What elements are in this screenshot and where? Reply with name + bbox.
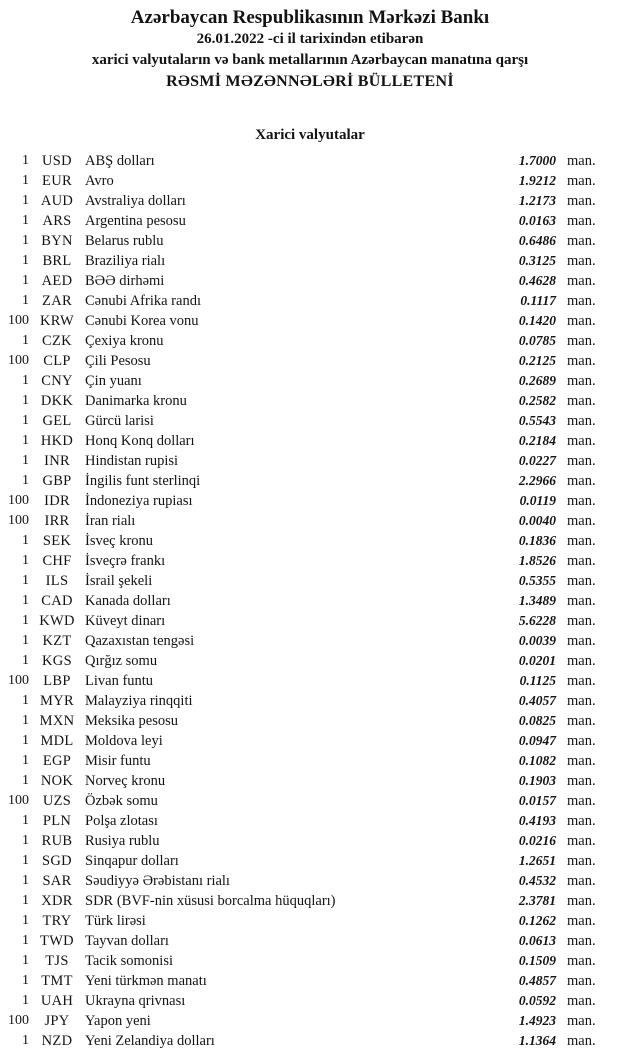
currency-code-cell: MXN [39, 712, 75, 729]
quantity-cell: 1 [22, 953, 29, 968]
quantity-cell: 1 [22, 593, 29, 608]
unit-cell: man. [567, 772, 596, 789]
quantity-cell: 1 [22, 213, 29, 228]
table-row [0, 871, 600, 891]
rate-cell: 0.2689 [518, 373, 556, 388]
currency-name-cell: Qazaxıstan tengəsi [85, 632, 195, 649]
quantity-cell: 1 [22, 473, 29, 488]
currency-name-cell: Avro [85, 172, 114, 189]
currency-name-cell: Danimarka kronu [85, 392, 187, 409]
unit-cell: man. [567, 612, 596, 629]
rate-cell: 1.3489 [518, 593, 556, 608]
table-row [0, 491, 600, 511]
unit-cell: man. [567, 412, 596, 429]
unit-cell: man. [567, 812, 596, 829]
table-row [0, 651, 600, 671]
currency-name-cell: İsveçrə frankı [85, 552, 166, 569]
currency-name-cell: Norveç kronu [85, 772, 166, 789]
currency-code-cell: JPY [44, 1012, 70, 1029]
rate-cell: 0.0163 [518, 213, 556, 228]
currency-code-cell: CHF [42, 552, 72, 569]
rate-cell: 0.1903 [518, 773, 556, 788]
bank-title: Azərbaycan Respublikasının Mərkəzi Bankı [130, 7, 490, 28]
currency-code-cell: KRW [40, 312, 74, 329]
quantity-cell: 1 [22, 233, 29, 248]
unit-cell: man. [567, 592, 596, 609]
unit-cell: man. [567, 332, 596, 349]
quantity-cell: 1 [22, 553, 29, 568]
currency-code-cell: INR [44, 452, 70, 469]
rate-cell: 0.0201 [518, 653, 556, 668]
rate-cell: 0.0592 [518, 993, 556, 1008]
table-row [0, 531, 600, 551]
currency-code-cell: SAR [42, 872, 72, 889]
currency-name-cell: ABŞ dolları [85, 152, 155, 169]
rates-table [0, 151, 620, 1048]
rate-cell: 1.9212 [518, 173, 556, 188]
table-row [0, 731, 600, 751]
quantity-cell: 1 [22, 293, 29, 308]
currency-code-cell: NZD [41, 1032, 73, 1048]
currency-name-cell: Sinqapur dolları [85, 852, 179, 869]
unit-cell: man. [567, 1032, 596, 1048]
unit-cell: man. [567, 852, 596, 869]
table-row [0, 251, 600, 271]
table-row [0, 511, 600, 531]
table-row [0, 451, 600, 471]
quantity-cell: 1 [22, 713, 29, 728]
currency-code-cell: DKK [40, 392, 74, 409]
table-row [0, 931, 600, 951]
currency-name-cell: Malayziya rinqqiti [85, 692, 193, 709]
date-line: 26.01.2022 -ci il tarixindən etibarən [196, 31, 424, 47]
currency-code-cell: MDL [40, 732, 74, 749]
rate-cell: 0.2582 [518, 393, 556, 408]
currency-code-cell: UZS [42, 792, 72, 809]
currency-name-cell: Tayvan dolları [85, 932, 169, 949]
table-row [0, 391, 600, 411]
unit-cell: man. [567, 372, 596, 389]
table-row [0, 631, 600, 651]
unit-cell: man. [567, 472, 596, 489]
table-row [0, 291, 600, 311]
currency-name-cell: BƏƏ dirhəmi [85, 272, 165, 289]
unit-cell: man. [567, 552, 596, 569]
unit-cell: man. [567, 792, 596, 809]
quantity-cell: 1 [22, 533, 29, 548]
rate-cell: 0.4193 [518, 813, 556, 828]
subject-line: xarici valyutaların və bank metallarının Azərbaycan manatına qarşı [91, 52, 529, 68]
unit-cell: man. [567, 832, 596, 849]
currency-code-cell: EGP [42, 752, 72, 769]
table-row [0, 711, 600, 731]
table-row [0, 171, 600, 191]
rate-cell: 5.6228 [518, 613, 556, 628]
rate-cell: 1.4923 [518, 1013, 556, 1028]
currency-code-cell: AED [41, 272, 73, 289]
table-row [0, 751, 600, 771]
rate-cell: 0.1262 [518, 913, 556, 928]
unit-cell: man. [567, 252, 596, 269]
currency-name-cell: Tacik somonisi [85, 952, 173, 969]
currency-name-cell: Argentina pesosu [85, 212, 186, 229]
currency-name-cell: Çili Pesosu [85, 352, 151, 369]
currency-code-cell: TMT [41, 972, 73, 989]
currency-code-cell: MYR [40, 692, 74, 709]
quantity-cell: 1 [22, 773, 29, 788]
quantity-cell: 1 [22, 373, 29, 388]
currency-code-cell: GEL [42, 412, 72, 429]
currency-name-cell: Hindistan rupisi [85, 452, 179, 469]
quantity-cell: 1 [22, 193, 29, 208]
unit-cell: man. [567, 352, 596, 369]
table-row [0, 971, 600, 991]
table-row [0, 151, 600, 171]
unit-cell: man. [567, 672, 596, 689]
currency-code-cell: TWD [40, 932, 74, 949]
unit-cell: man. [567, 692, 596, 709]
unit-cell: man. [567, 872, 596, 889]
table-row [0, 611, 600, 631]
currency-name-cell: Qırğız somu [85, 652, 158, 669]
table-row [0, 811, 600, 831]
currency-name-cell: Yeni türkmən manatı [85, 972, 207, 989]
table-row [0, 951, 600, 971]
rate-cell: 0.0947 [518, 733, 556, 748]
rate-cell: 2.3781 [518, 893, 556, 908]
quantity-cell: 1 [22, 933, 29, 948]
unit-cell: man. [567, 972, 596, 989]
unit-cell: man. [567, 632, 596, 649]
quantity-cell: 1 [22, 453, 29, 468]
quantity-cell: 1 [22, 753, 29, 768]
quantity-cell: 1 [22, 693, 29, 708]
currency-code-cell: CLP [43, 352, 71, 369]
quantity-cell: 1 [22, 253, 29, 268]
section-title: Xarici valyutalar [255, 127, 365, 143]
currency-name-cell: Çexiya kronu [85, 332, 164, 349]
currency-name-cell: Türk lirəsi [85, 912, 146, 929]
rate-cell: 0.4057 [518, 693, 556, 708]
table-row [0, 891, 600, 911]
currency-name-cell: Səudiyyə Ərəbistanı rialı [85, 872, 230, 889]
currency-code-cell: IRR [44, 512, 70, 529]
rate-cell: 0.1836 [518, 533, 556, 548]
currency-name-cell: SDR (BVF-nin xüsusi borcalma hüquqları) [85, 892, 336, 909]
rate-cell: 0.1117 [520, 293, 556, 308]
unit-cell: man. [567, 992, 596, 1009]
quantity-cell: 1 [22, 573, 29, 588]
currency-name-cell: İran rialı [85, 512, 136, 529]
rate-cell: 1.1364 [518, 1033, 556, 1048]
rate-cell: 1.8526 [518, 553, 556, 568]
currency-code-cell: ARS [42, 212, 72, 229]
quantity-cell: 1 [22, 1033, 29, 1048]
quantity-cell: 100 [8, 493, 29, 508]
currency-name-cell: Kanada dolları [85, 592, 171, 609]
currency-name-cell: İndoneziya rupiası [85, 492, 193, 509]
table-row [0, 1031, 600, 1048]
currency-name-cell: Rusiya rublu [85, 832, 160, 849]
table-row [0, 671, 600, 691]
currency-code-cell: IDR [44, 492, 70, 509]
currency-name-cell: Moldova leyi [85, 732, 163, 749]
unit-cell: man. [567, 452, 596, 469]
rate-cell: 0.5355 [518, 573, 556, 588]
unit-cell: man. [567, 212, 596, 229]
quantity-cell: 1 [22, 333, 29, 348]
currency-name-cell: Meksika pesosu [85, 712, 179, 729]
quantity-cell: 1 [22, 853, 29, 868]
table-row [0, 551, 600, 571]
rate-cell: 0.0039 [518, 633, 556, 648]
quantity-cell: 1 [22, 653, 29, 668]
unit-cell: man. [567, 732, 596, 749]
currency-code-cell: XDR [41, 892, 73, 909]
unit-cell: man. [567, 892, 596, 909]
rate-cell: 0.5543 [518, 413, 556, 428]
currency-code-cell: LBP [43, 672, 71, 689]
rate-cell: 0.0227 [518, 453, 556, 468]
quantity-cell: 1 [22, 613, 29, 628]
currency-name-cell: Avstraliya dolları [85, 192, 186, 209]
rate-cell: 0.0040 [518, 513, 556, 528]
rate-cell: 0.4628 [518, 273, 556, 288]
currency-code-cell: HKD [40, 432, 74, 449]
rate-cell: 0.0785 [518, 333, 556, 348]
unit-cell: man. [567, 172, 596, 189]
rate-cell: 0.1420 [518, 313, 556, 328]
currency-code-cell: BYN [41, 232, 73, 249]
quantity-cell: 1 [22, 413, 29, 428]
rate-cell: 1.7000 [518, 153, 556, 168]
table-row [0, 851, 600, 871]
currency-code-cell: AUD [40, 192, 74, 209]
bulletin-header [0, 0, 620, 93]
currency-name-cell: Livan funtu [85, 672, 154, 689]
quantity-cell: 100 [8, 793, 29, 808]
currency-code-cell: TRY [42, 912, 72, 929]
currency-name-cell: İsveç kronu [85, 532, 154, 549]
table-row [0, 591, 600, 611]
currency-code-cell: UAH [40, 992, 74, 1009]
currency-name-cell: Özbək somu [85, 792, 158, 809]
quantity-cell: 1 [22, 393, 29, 408]
currency-name-cell: Honq Konq dolları [85, 432, 195, 449]
unit-cell: man. [567, 272, 596, 289]
unit-cell: man. [567, 152, 596, 169]
quantity-cell: 100 [8, 673, 29, 688]
quantity-cell: 1 [22, 873, 29, 888]
rate-cell: 0.3125 [518, 253, 556, 268]
quantity-cell: 1 [22, 433, 29, 448]
currency-code-cell: TJS [45, 952, 69, 969]
unit-cell: man. [567, 532, 596, 549]
rate-cell: 0.0157 [518, 793, 556, 808]
table-row [0, 411, 600, 431]
quantity-cell: 1 [22, 733, 29, 748]
unit-cell: man. [567, 1012, 596, 1029]
table-row [0, 831, 600, 851]
rate-cell: 0.1082 [518, 753, 556, 768]
quantity-cell: 100 [8, 313, 29, 328]
unit-cell: man. [567, 292, 596, 309]
currency-name-cell: Braziliya rialı [85, 252, 166, 269]
unit-cell: man. [567, 752, 596, 769]
quantity-cell: 1 [22, 173, 29, 188]
table-row [0, 191, 600, 211]
unit-cell: man. [567, 392, 596, 409]
rate-cell: 0.2184 [518, 433, 556, 448]
table-row [0, 571, 600, 591]
quantity-cell: 1 [22, 913, 29, 928]
rate-cell: 0.2125 [518, 353, 556, 368]
currency-name-cell: Cənubi Afrika randı [85, 292, 201, 309]
currency-code-cell: RUB [41, 832, 73, 849]
table-row [0, 691, 600, 711]
rate-cell: 0.4532 [518, 873, 556, 888]
currency-code-cell: CZK [42, 332, 72, 349]
currency-code-cell: PLN [42, 812, 72, 829]
table-row [0, 231, 600, 251]
currency-code-cell: KWD [39, 612, 75, 629]
table-row [0, 771, 600, 791]
rate-cell: 0.1125 [519, 673, 556, 688]
currency-name-cell: Polşa zlotası [85, 812, 158, 829]
unit-cell: man. [567, 912, 596, 929]
currency-name-cell: İsrail şekeli [85, 572, 153, 589]
currency-code-cell: CAD [41, 592, 73, 609]
currency-name-cell: Çin yuanı [85, 372, 142, 389]
currency-code-cell: ZAR [42, 292, 72, 309]
quantity-cell: 1 [22, 633, 29, 648]
unit-cell: man. [567, 232, 596, 249]
quantity-cell: 1 [22, 813, 29, 828]
quantity-cell: 1 [22, 153, 29, 168]
rate-cell: 1.2173 [518, 193, 556, 208]
table-row [0, 471, 600, 491]
currency-name-cell: Belarus rublu [85, 232, 164, 249]
rate-cell: 2.2966 [518, 473, 556, 488]
currency-name-cell: Küveyt dinarı [85, 612, 166, 629]
currency-code-cell: BRL [42, 252, 72, 269]
currency-name-cell: Yapon yeni [85, 1012, 151, 1029]
table-row [0, 271, 600, 291]
quantity-cell: 1 [22, 273, 29, 288]
currency-code-cell: USD [42, 152, 72, 169]
table-row [0, 991, 600, 1011]
rate-cell: 0.0216 [518, 833, 556, 848]
rate-cell: 0.0119 [519, 493, 556, 508]
unit-cell: man. [567, 312, 596, 329]
rate-cell: 0.0613 [518, 933, 556, 948]
currency-code-cell: ILS [45, 572, 69, 589]
unit-cell: man. [567, 192, 596, 209]
currency-name-cell: Yeni Zelandiya dolları [85, 1032, 215, 1048]
quantity-cell: 100 [8, 1013, 29, 1028]
unit-cell: man. [567, 512, 596, 529]
table-row [0, 331, 600, 351]
table-row [0, 911, 600, 931]
rate-cell: 0.4857 [518, 973, 556, 988]
currency-code-cell: KGS [42, 652, 72, 669]
currency-code-cell: SEK [42, 532, 72, 549]
quantity-cell: 100 [8, 513, 29, 528]
currency-code-cell: CNY [41, 372, 73, 389]
table-row [0, 211, 600, 231]
rate-cell: 0.1509 [518, 953, 556, 968]
rate-cell: 0.6486 [518, 233, 556, 248]
currency-name-cell: Ukrayna qrivnası [85, 992, 186, 1009]
rate-cell: 1.2651 [518, 853, 556, 868]
quantity-cell: 1 [22, 893, 29, 908]
unit-cell: man. [567, 492, 596, 509]
currency-code-cell: KZT [42, 632, 72, 649]
table-row [0, 1011, 600, 1031]
currency-name-cell: Cənubi Korea vonu [85, 312, 199, 329]
currency-name-cell: Gürcü larisi [85, 412, 154, 429]
quantity-cell: 1 [22, 973, 29, 988]
unit-cell: man. [567, 432, 596, 449]
quantity-cell: 1 [22, 833, 29, 848]
unit-cell: man. [567, 652, 596, 669]
unit-cell: man. [567, 952, 596, 969]
table-row [0, 791, 600, 811]
table-row [0, 311, 600, 331]
quantity-cell: 1 [22, 993, 29, 1008]
unit-cell: man. [567, 712, 596, 729]
unit-cell: man. [567, 932, 596, 949]
unit-cell: man. [567, 572, 596, 589]
bulletin-title: RƏSMİ MƏZƏNNƏLƏRİ BÜLLETENİ [166, 73, 454, 90]
quantity-cell: 100 [8, 353, 29, 368]
currency-code-cell: GBP [42, 472, 72, 489]
currency-code-cell: NOK [40, 772, 74, 789]
currency-name-cell: İngilis funt sterlinqi [85, 472, 201, 489]
table-row [0, 351, 600, 371]
table-row [0, 431, 600, 451]
currency-code-cell: EUR [42, 172, 72, 189]
rate-cell: 0.0825 [518, 713, 556, 728]
table-row [0, 371, 600, 391]
currency-code-cell: SGD [42, 852, 72, 869]
currency-name-cell: Misir funtu [85, 752, 151, 769]
